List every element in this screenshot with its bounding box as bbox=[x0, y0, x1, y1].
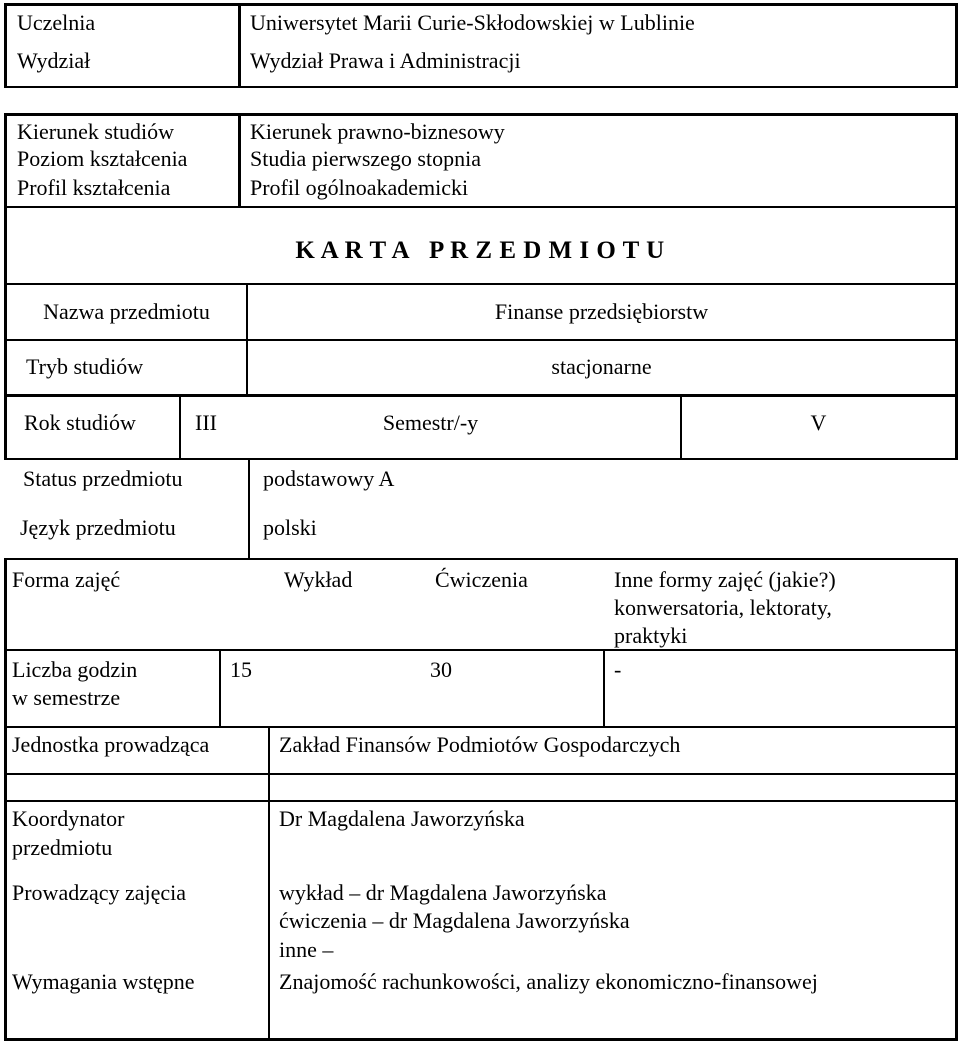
border bbox=[4, 558, 7, 728]
rok-label: Rok studiów bbox=[24, 410, 136, 435]
cwiczenia-hours: 30 bbox=[430, 657, 452, 682]
inne-header-line3: praktyki bbox=[614, 623, 688, 648]
tryb-value: stacjonarne bbox=[551, 354, 652, 379]
wyklad-header: Wykład bbox=[284, 567, 353, 592]
koordynator-value: Dr Magdalena Jaworzyńska bbox=[279, 806, 525, 831]
forma-label: Forma zajęć bbox=[12, 567, 121, 592]
inne-header-line1: Inne formy zajęć (jakie?) bbox=[614, 567, 836, 592]
koordynator-label-line2: przedmiotu bbox=[12, 835, 113, 860]
border bbox=[4, 3, 958, 6]
border bbox=[955, 558, 958, 728]
border bbox=[4, 558, 958, 560]
wymagania-value: Znajomość rachunkowości, analizy ekonomiczno-finansowej bbox=[279, 969, 818, 994]
rok-value: III bbox=[195, 410, 217, 435]
border bbox=[4, 394, 958, 397]
uczelnia-value: Uniwersytet Marii Curie-Skłodowskiej w Lublinie bbox=[250, 10, 695, 35]
border bbox=[4, 773, 958, 775]
status-label: Status przedmiotu bbox=[23, 466, 183, 491]
border bbox=[4, 1038, 958, 1041]
border bbox=[4, 3, 7, 88]
jezyk-value: polski bbox=[263, 515, 317, 540]
semestr-label: Semestr/-y bbox=[382, 410, 479, 435]
kierunek-value: Kierunek prawno-biznesowy bbox=[250, 119, 505, 144]
prowadzacy-label: Prowadzący zajęcia bbox=[12, 880, 187, 905]
jezyk-label: Język przedmiotu bbox=[20, 515, 176, 540]
border bbox=[4, 283, 958, 285]
jednostka-value: Zakład Finansów Podmiotów Gospodarczych bbox=[279, 732, 681, 757]
border bbox=[955, 113, 958, 208]
profil-label: Profil kształcenia bbox=[17, 175, 171, 200]
border bbox=[4, 113, 958, 116]
prowadzacy-inne: inne – bbox=[279, 937, 334, 962]
prowadzacy-cwiczenia: ćwiczenia – dr Magdalena Jaworzyńska bbox=[279, 908, 630, 933]
border bbox=[4, 206, 958, 208]
border bbox=[238, 3, 241, 88]
border bbox=[955, 3, 958, 88]
semestr-value: V bbox=[810, 410, 827, 435]
koordynator-label-line1: Koordynator bbox=[12, 806, 125, 831]
liczba-label-line2: w semestrze bbox=[12, 685, 121, 710]
poziom-label: Poziom kształcenia bbox=[17, 146, 188, 171]
border bbox=[219, 651, 221, 728]
cwiczenia-header: Ćwiczenia bbox=[435, 567, 528, 592]
wyklad-hours: 15 bbox=[230, 657, 252, 682]
jednostka-label: Jednostka prowadząca bbox=[12, 732, 210, 757]
border bbox=[238, 113, 241, 208]
border bbox=[603, 651, 605, 728]
border bbox=[4, 86, 958, 88]
wydzial-label: Wydział bbox=[17, 48, 91, 73]
wymagania-label: Wymagania wstępne bbox=[12, 969, 195, 994]
status-value: podstawowy A bbox=[263, 466, 395, 491]
uczelnia-label: Uczelnia bbox=[17, 10, 96, 35]
border bbox=[4, 113, 7, 208]
wydzial-value: Wydział Prawa i Administracji bbox=[250, 48, 521, 73]
border bbox=[4, 800, 958, 802]
inne-hours: - bbox=[614, 657, 622, 682]
tryb-label: Tryb studiów bbox=[26, 354, 144, 379]
nazwa-label: Nazwa przedmiotu bbox=[43, 299, 210, 324]
border bbox=[248, 460, 250, 560]
liczba-label-line1: Liczba godzin bbox=[12, 657, 138, 682]
inne-header-line2: konwersatoria, lektoraty, bbox=[614, 595, 832, 620]
page-title: K A R T A P R Z E D M I O T U bbox=[295, 237, 665, 264]
prowadzacy-wyklad: wykład – dr Magdalena Jaworzyńska bbox=[279, 880, 607, 905]
poziom-value: Studia pierwszego stopnia bbox=[250, 146, 481, 171]
nazwa-value: Finanse przedsiębiorstw bbox=[494, 299, 709, 324]
kierunek-label: Kierunek studiów bbox=[17, 119, 175, 144]
border bbox=[4, 726, 958, 728]
border bbox=[4, 339, 958, 341]
profil-value: Profil ogólnoakademicki bbox=[250, 175, 469, 200]
border bbox=[4, 649, 958, 651]
border bbox=[4, 458, 958, 460]
